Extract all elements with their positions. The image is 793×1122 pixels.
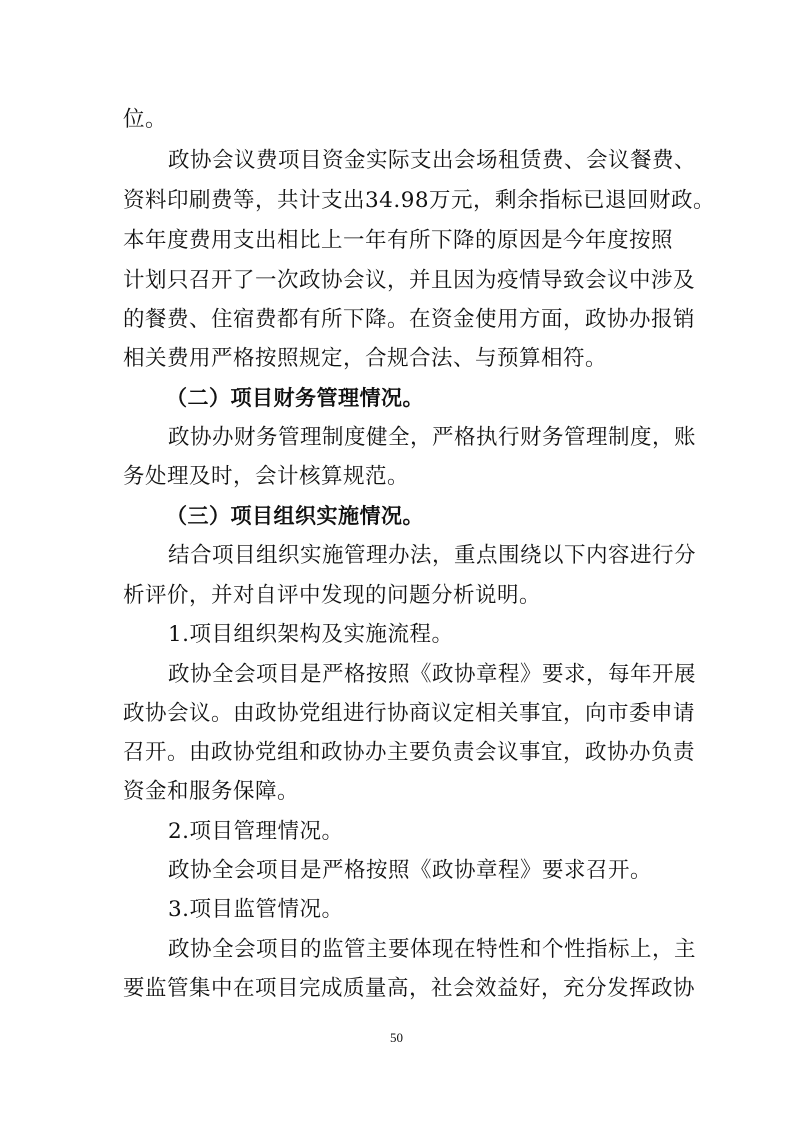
text-line-7: 相关费用严格按照规定，合规合法、与预算相符。 <box>123 346 608 371</box>
text-line-10: 务处理及时，会计核算规范。 <box>123 464 410 489</box>
text-line-9: 政协办财务管理制度健全，严格执行财务管理制度，账 <box>168 425 697 450</box>
text-line-2: 政协会议费项目资金实际支出会场租赁费、会议餐费、 <box>168 148 697 173</box>
text-line-17: 召开。由政协党组和政协办主要负责会议事宜，政协办负责 <box>123 740 696 765</box>
section-heading-3: （三）项目组织实施情况。 <box>166 504 424 528</box>
text-line-20: 政协全会项目是严格按照《政协章程》要求召开。 <box>168 858 653 883</box>
text-line-6: 的餐费、住宿费都有所下降。在资金使用方面，政协办报销 <box>123 307 696 332</box>
subheading-2: 2.项目管理情况。 <box>168 819 344 844</box>
text-line-22: 政协全会项目的监管主要体现在特性和个性指标上，主 <box>168 937 697 962</box>
text-line-3: 资料印刷费等，共计支出34.98万元，剩余指标已退回财政。 <box>123 188 716 213</box>
text-line-18: 资金和服务保障。 <box>123 779 300 804</box>
text-line-16: 政协会议。由政协党组进行协商议定相关事宜，向市委申请 <box>123 701 696 726</box>
section-heading-2: （二）项目财务管理情况。 <box>166 386 424 410</box>
text-line-12: 结合项目组织实施管理办法，重点围绕以下内容进行分 <box>168 543 697 568</box>
text-line-23: 要监管集中在项目完成质量高，社会效益好，充分发挥政协 <box>123 976 696 1001</box>
text-line-5: 计划只召开了一次政协会议，并且因为疫情导致会议中涉及 <box>123 268 696 293</box>
text-line-15: 政协全会项目是严格按照《政协章程》要求，每年开展 <box>168 662 697 687</box>
text-line-4: 本年度费用支出相比上一年有所下降的原因是今年度按照 <box>123 228 674 253</box>
subheading-1: 1.项目组织架构及实施流程。 <box>168 622 454 647</box>
page-number: 50 <box>390 1030 403 1045</box>
text-line-13: 析评价，并对自评中发现的问题分析说明。 <box>123 583 542 608</box>
subheading-3: 3.项目监管情况。 <box>168 897 344 922</box>
text-line-1: 位。 <box>123 107 168 132</box>
